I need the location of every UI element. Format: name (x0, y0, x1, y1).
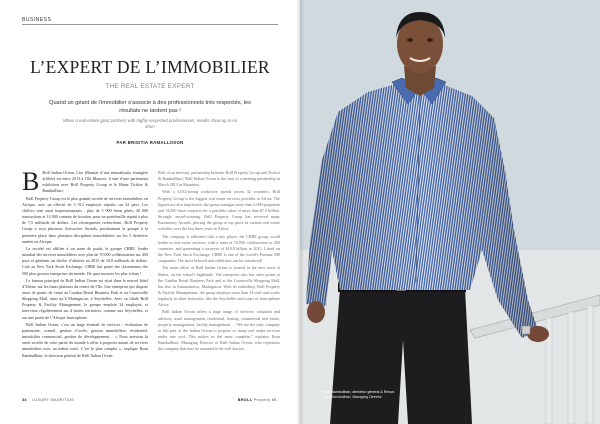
paragraph-fr-1 (22, 167, 148, 196)
paragraph-en-2: With a 3,012-strong workforce spread across 32 countries, Brill Property Group is the biggest real estate services provider in Africa. The figures are also impressive: the group manages more than 5,000 properties and 14,000 lease contracts for a portfolio value of more than $7.5 billion. Strongly award-winning, Brill Property Group has received many Euromoney Awards, placing the group at top place in various real estate activities over the last three years in Africa. (158, 189, 280, 232)
paragraph-en-3: The company is affiliated with a key player, the CBRE group, world leader in real estate services, with a team of 70,000 collaborators in 450 countries, and generating a turnover of $10.8 billion in 2015. Listed on the New York Stock Exchange, CBRE is one of the world’s Fortune 500 companies. The most beloved and celebrities can be convinced! (158, 233, 280, 264)
railing-post (587, 306, 593, 424)
railing-post (568, 312, 574, 424)
magazine-name: LUXURY MAURITIUS (32, 398, 75, 402)
standfirst-en: When a real estate giant partners with highly respected professionals, results show up in no time! (62, 118, 238, 130)
paragraph-fr-5: Brill Indian Ocean, c’est un large éventail de services : évaluation de patrimoine, conseil, gestion d’actifs, gestion immobilière, résidentiel, immobilier commercial, gestion de développement… « Nous arrivons là seule société de cette partie du monde à offrir à proposer autant de services immobiliers avec un même suivi. C’est le plus complet », explique Ryan Bambullhari, le directeur général de Brill Indian Ocean. (22, 321, 148, 358)
caption-fr: Ryan Bambullhari, directeur général & Revue. (322, 390, 396, 394)
standfirst-fr: Quand un géant de l’immobilier s’associe à des professionnels très respectés, les résultats ne tardent pas ! (49, 100, 251, 115)
byline: PAR BRISITIA RAMALLOSON (116, 140, 184, 145)
paragraph-fr-1-text: Brill Indian Ocean, Cire (Banstar d’une mutualisatio étrangère affiliée) est entre 2013 à l’île Maurice, il met d’une partenariat exhibition avec Brill Property Group et le Bâme Tickfor & Bambullhari. (42, 170, 148, 194)
right-eye (427, 38, 433, 41)
article-column-en (158, 170, 280, 354)
left-hand (307, 301, 325, 323)
page-subtitle: THE REAL ESTATE EXPERT (105, 83, 195, 90)
photo-caption (322, 390, 422, 400)
paragraph-en-1: Brill of an investor, partnership between Brill Property Group and Tickfor & Bambullhari, Brill Indian Ocean is the start of a meeting partnership in March 2013 in Mauritius. (158, 170, 280, 188)
paragraph-fr-3: La société est affiliée à un autre de poids, le groupe CBRE, leader mondial des services immobiliers avec plus de 70 000 collaborateurs sur 450 pays et générant un chiffre d’affaires en 2015 de 10,8 milliards de dollars. Coté au New York Stock Exchange, CBRE fait partie des classements des 500 plus grosses entreprises du monde. De quoi montrer les plus icônes ! (22, 245, 148, 276)
paragraph-fr-4: Le bureau principal de Brill Indian Ocean est situé dans le nouvel hôtel d’Ebène, sur les hauts plateaux du centre de l’île. Une entreprise qui dispose aussi de points de vente au Caudan Retail Business Park et au Courtoville Shopping Mall, ainsi qu’à Madagascar, à Seychelles. Avec sa filiale Brill Property & Facility Management, le groupe emploie 34 employés, et intervient régulièrement sur d’autres territoires, comme aux Seychelles, et sur une partie de l’Afrique francophone. (22, 277, 148, 320)
page-gutter (296, 0, 304, 424)
brand-credit (238, 398, 278, 402)
paragraph-en-4: The main office of Brill Indian Ocean is located in the new town of Ebène, on the island’s highlands. The enterprise also has sales points at the Caudan Retail Business Park and at the Courtoville Shopping Mall, but also in Antananarivo, Madagascar. With its subsidiary, Brill Property & Facility Management, the group employs more than 34 staff and works regularly in other territories, like the Seychelles and a part of francophone Africa. (158, 265, 280, 308)
caption-en: Ryan Bambullhari, Managing Director. (322, 395, 383, 399)
left-eye (407, 38, 413, 41)
paragraph-fr-2: Brill Property Group est le plus grande société de services immobiliers en Afrique, avec un effectif de 3 012 employés répartis sur 32 pays. Les chiffres sont aussi impressionnants : plus de 5 000 biens gérés, 40 000 transactions et 14 000 contrats de location, pour un portefeuille réparti à plus de 7,5 milliards de dollars. Les récompenses recherchent, Brill Property Group a reçu plusieurs Acessoires Awards, positionnant la groupe à la première place dans plusieurs disciplines immobilières sur les 5 dernières années en Afrique. (22, 195, 148, 244)
page-title: L’EXPERT DE L’IMMOBILIER (30, 57, 270, 77)
right-page (300, 0, 600, 424)
paragraph-en-5: Brill Indian Ocean offers a large range of services: valuation and advisory, asset management, residential, leasing, commercial real estate, property management, facility management… “We are the only company in this part of the Indian Ocean to propose so many real estate services under one roof. This makes us the most complete,” explains Ryan Bambullhari, Managing Director of Brill Indian Ocean, who represents the company that may be assumed to be well known. (158, 309, 280, 352)
page-footer (22, 398, 278, 404)
section-rule (22, 24, 278, 25)
brand-rest: Property Mt. (253, 398, 278, 402)
portrait-photo (300, 0, 600, 424)
page-number: 34 (22, 398, 27, 402)
article-column-fr (22, 167, 148, 360)
brand-bold: BROLL (237, 398, 253, 402)
section-label: BUSINESS (22, 17, 52, 23)
watch (522, 326, 530, 334)
dropcap: B (22, 167, 40, 196)
right-hand (527, 326, 549, 342)
